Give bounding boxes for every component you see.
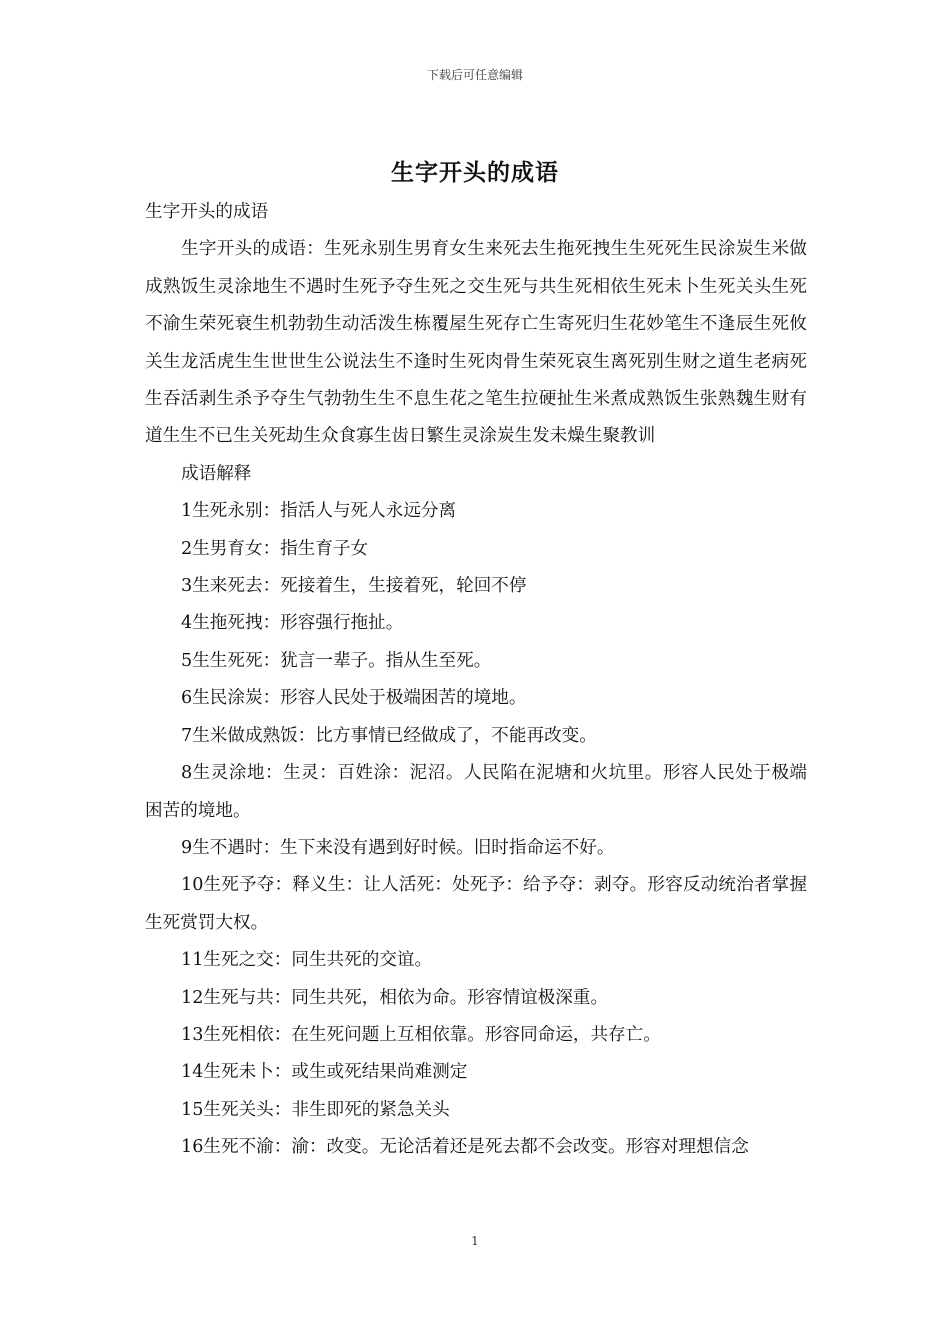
idiom-entry: 1生死永别：指活人与死人永远分离 — [181, 501, 457, 522]
idiom-entry: 14生死未卜：或生或死结果尚难测定 — [181, 1062, 468, 1083]
page-number: 1 — [471, 1234, 479, 1248]
document-body — [145, 194, 807, 1167]
idiom-entry: 9生不遇时：生下来没有遇到好时候。旧时指命运不好。 — [181, 837, 615, 858]
idiom-entry: 13生死相依：在生死问题上互相依靠。形容同命运，共存亡。 — [181, 1024, 661, 1045]
subtitle: 生字开头的成语 — [145, 202, 269, 222]
document-title: 生字开头的成语 — [391, 160, 559, 186]
idiom-entry: 10生死予夺：释义生：让人活死：处死予：给予夺：剥夺。形容反动统治者掌握生死赏罚大权。 — [145, 875, 807, 933]
idiom-entry: 6生民涂炭：形容人民处于极端困苦的境地。 — [181, 688, 527, 709]
idiom-entry: 2生男育女：指生育子女 — [181, 538, 369, 559]
idiom-entry: 5生生死死：犹言一辈子。指从生至死。 — [181, 650, 492, 671]
header-note: 下载后可任意编辑 — [426, 68, 523, 82]
intro-paragraph: 生字开头的成语：生死永别生男育女生来死去生拖死拽生生死死生民涂炭生米做成熟饭生灵涂地生不遇时生死予夺生死之交生死与共生死相依生死未卜生死关头生死不渝生荣死衰生机勃勃生动活泼生栋覆屋生死存亡生寄死归生花妙笔生不逢辰生死攸关生龙活虎生生世世生公说法生不逢时生死肉骨生荣死哀生离死别生财之道生老病死生吞活剥生杀予夺生气勃勃生生不息生花之笔生拉硬扯生米煮成熟饭生张熟魏生财有道生生不已生关死劫生众食寡生齿日繁生灵涂炭生发未燥生聚教训 — [145, 239, 807, 447]
idiom-entry: 3生来死去：死接着生，生接着死，轮回不停 — [181, 576, 527, 597]
idiom-entry: 11生死之交：同生共死的交谊。 — [181, 950, 433, 971]
section-heading: 成语解释 — [181, 463, 252, 484]
idiom-entry: 7生米做成熟饭：比方事情已经做成了，不能再改变。 — [181, 725, 597, 746]
idiom-entry: 8生灵涂地：生灵：百姓涂：泥沼。人民陷在泥塘和火坑里。形容人民处于极端困苦的境地。 — [145, 763, 807, 821]
idiom-entry: 16生死不渝：渝：改变。无论活着还是死去都不会改变。形容对理想信念 — [181, 1137, 749, 1158]
idiom-entry: 4生拖死拽：形容强行拖扯。 — [181, 613, 404, 634]
idiom-entry: 12生死与共：同生共死，相依为命。形容情谊极深重。 — [181, 987, 609, 1008]
idiom-entry: 15生死关头：非生即死的紧急关头 — [181, 1099, 450, 1120]
